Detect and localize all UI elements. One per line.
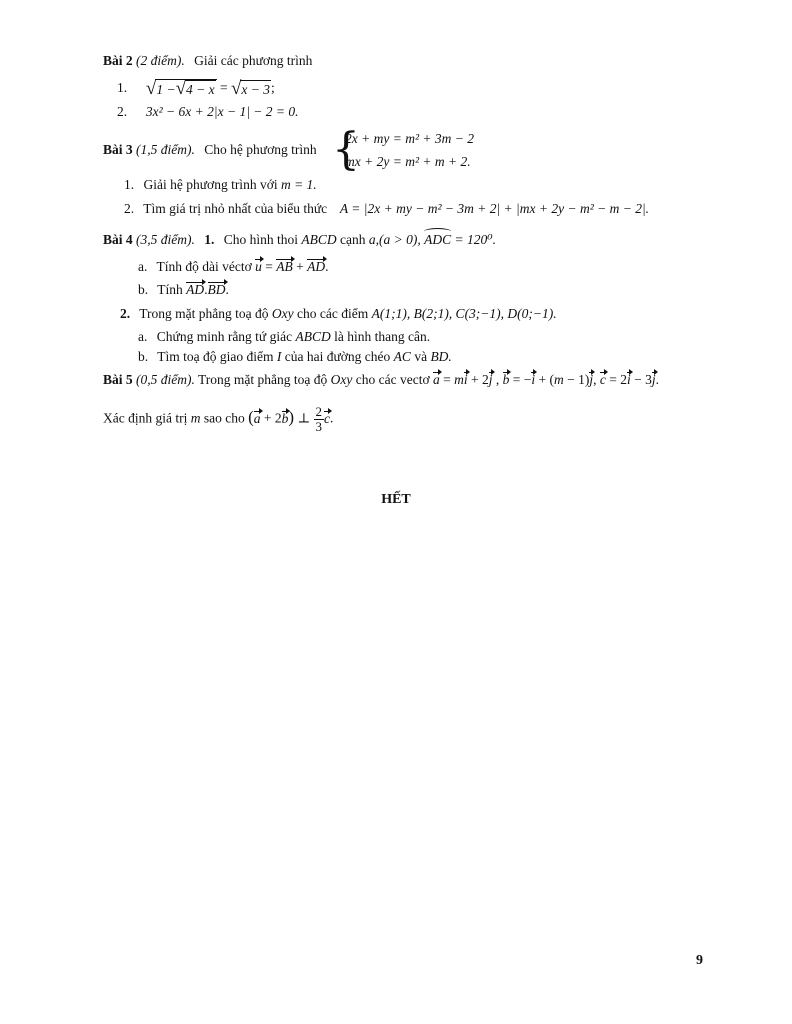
page-number: 9 bbox=[696, 953, 703, 968]
system-brace: { bbox=[332, 124, 360, 175]
bai2-prompt: Giải các phương trình bbox=[194, 53, 313, 68]
bai2-heading-line bbox=[103, 52, 312, 70]
bai3-item-1: 1. Giải hệ phương trình với m = 1. bbox=[124, 177, 317, 192]
bai5-title: Bài 5 bbox=[103, 372, 133, 387]
bai4-part2: 2. Trong mặt phẳng toạ độ Oxy cho các điểm A(1;1), B(2;1), C(3;−1), D(0;−1). bbox=[120, 306, 557, 321]
bai4-sub-a: a. Tính độ dài véctơ u = AB + AD. bbox=[138, 259, 329, 274]
system-equation-2: mx + 2y = m² + m + 2. bbox=[345, 154, 471, 169]
bai2-points: (2 điểm). bbox=[136, 53, 185, 68]
bai3-item-2: 2. Tìm giá trị nhỏ nhất của biểu thức A = |2x + my − m² − 3m + 2| + |mx + 2y − m² − m − 2|. bbox=[124, 201, 650, 216]
bai5-line-2: Xác định giá trị m sao cho (a + 2b) ⊥ $\frac{2}{3}$ c. bbox=[103, 404, 334, 434]
bai4-part2-sub-b: b. Tìm toạ độ giao điểm I của hai đường chéo AC và BD. bbox=[138, 349, 452, 364]
system-equation-1: 2x + my = m² + 3m − 2 bbox=[345, 131, 474, 146]
bai2-title: Bài 2 bbox=[103, 53, 133, 68]
end-mark: HẾT bbox=[381, 492, 411, 507]
bai3-heading-line bbox=[103, 141, 317, 159]
sqrt-expression: √ 1 − √ 4 − x bbox=[145, 78, 215, 100]
bai5-line-1: Bài 5 (0,5 điểm). Trong mặt phẳng toạ độ Oxy cho các vectơ a = mi + 2j , b = −i + (m − 1)j, c = 2i − 3j. bbox=[103, 372, 660, 387]
bai5-points: (0,5 điểm). bbox=[136, 372, 195, 387]
expression-A: A = |2x + my − m² − 3m + 2| + |mx + 2y − m² − m − 2|. bbox=[339, 201, 650, 216]
fraction-two-thirds: $\frac{2}{3}$ bbox=[315, 404, 323, 434]
bai2-equation-2: 3x² − 6x + 2|x − 1| − 2 = 0. bbox=[145, 104, 299, 119]
bai4-heading-line: Bài 4 (3,5 điểm). 1. Cho hình thoi ABCD cạnh a,(a > 0), ADC = 120⁰. bbox=[103, 232, 497, 247]
bai4-sub-b: b. Tính AD.BD. bbox=[138, 282, 229, 297]
bai3-points: (1,5 điểm). bbox=[136, 142, 195, 157]
bai4-points: (3,5 điểm). bbox=[136, 232, 195, 247]
bai2-item-2: 2. 3x² − 6x + 2|x − 1| − 2 = 0. bbox=[117, 104, 299, 119]
bai3-title: Bài 3 bbox=[103, 142, 133, 157]
bai4-part2-sub-a: a. Chứng minh rằng tứ giác ABCD là hình thang cân. bbox=[138, 329, 431, 344]
bai2-item-1: 1. √ 1 − √ 4 − x = √ x − 3 ; bbox=[117, 77, 275, 100]
bai4-title: Bài 4 bbox=[103, 232, 133, 247]
bai3-prompt: Cho hệ phương trình bbox=[204, 142, 317, 157]
angle-ADC: ADC bbox=[424, 232, 452, 247]
